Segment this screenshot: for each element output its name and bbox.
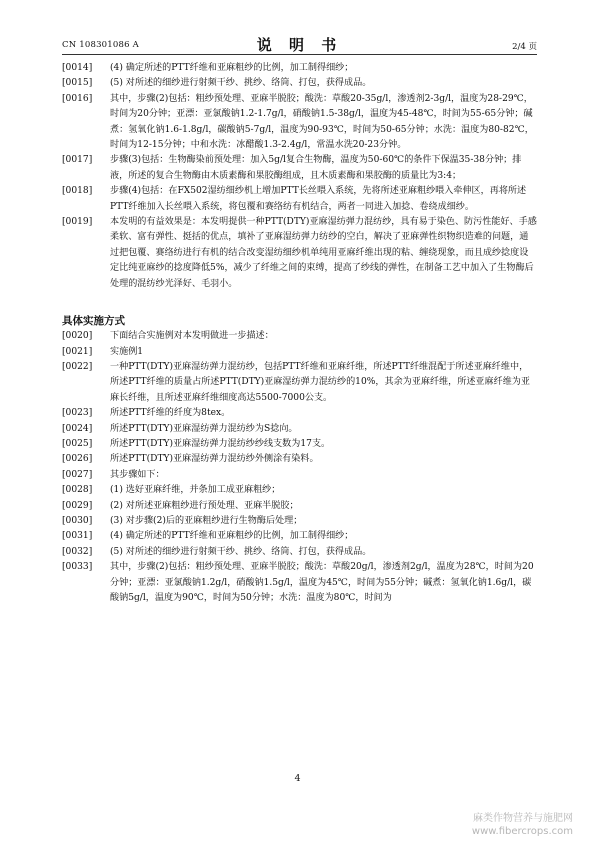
section-gap [62,292,537,307]
page-indicator: 2/4 页 [512,42,537,52]
paragraph-text: (3) 对步骤(2)后的亚麻粗纱进行生物酶后处理； [110,515,303,526]
paragraph-number: [0016] [62,93,93,104]
paragraph-number: [0031] [62,531,93,542]
paragraph [62,483,537,498]
paragraph [62,184,537,215]
paragraph-text: 步骤(3)包括：生物酶染前预处理：加入5g/l复合生物酶，温度为50-60℃的条件下保温35-38分钟；排液，所述的复合生物酶由木质素酶和果胶酶组成，且木质素酶和果胶酶的质量比为3:4； [110,155,522,181]
paragraph-text: (5) 对所述的细纱进行射频干纱、挑纱、络筒、打包，获得成品。 [110,78,372,89]
watermark [472,812,573,838]
paragraph-number: [0018] [62,186,93,197]
paragraph [62,452,537,467]
paragraph-number: [0026] [62,454,93,465]
paragraph-text: (4) 确定所述的PTT纤维和亚麻粗纱的比例，加工制得细纱； [110,531,354,542]
paragraph-text: 所述PTT(DTY)亚麻湿纺弹力混纺纱外侧涂有染料。 [110,454,319,465]
paragraph-number: [0014] [62,63,93,73]
paragraph-number: [0015] [62,78,93,89]
paragraph [62,560,537,606]
paragraph-text: 实施例1 [110,346,144,357]
paragraph [62,422,537,437]
paragraph [62,360,537,406]
paragraph-number: [0028] [62,485,93,496]
paragraph-text: 其中，步骤(2)包括：粗纱预处理、亚麻半脱胶；酸洗：草酸20g/l，渗透剂2g/l，温度为28℃，时间为20分钟；亚漂：亚氯酸钠1.2g/l，硝酸钠1.5g/l，温度为45℃，时间为55分钟；碱煮：氢氧化钠1.6g/l，碳酸钠5g/l，温度为90℃，时间为50分钟；水洗：温度为80℃，时间为 [110,562,534,603]
paragraph-text: (2) 对所述亚麻粗纱进行预处理、亚麻半脱胶； [110,500,299,511]
paragraph-number: [0029] [62,500,93,511]
paragraph-text: 其步骤如下： [110,469,165,480]
paragraph-list-top [62,61,537,292]
paragraph-number: [0025] [62,438,93,449]
document-title: 说 明 书 [256,36,343,54]
watermark-line-1: 麻类作物营养与施肥网 [473,813,573,824]
paragraph [62,153,537,184]
paragraph-number: [0019] [62,217,93,228]
paragraph-text: (1) 选好亚麻纤维，并条加工成亚麻粗纱； [110,485,281,496]
paragraph-number: [0024] [62,423,93,434]
paragraph-number: [0027] [62,469,93,480]
paragraph-text: (4) 确定所述的PTT纤维和亚麻粗纱的比例，加工制得细纱； [110,63,354,73]
paragraph-number: [0033] [62,562,93,573]
paragraph-text: 所述PTT纤维的纤度为8tex。 [110,408,231,419]
document-body [62,61,537,606]
paragraph-number: [0021] [62,346,93,357]
paragraph-number: [0017] [62,155,93,166]
paragraph-text: 所述PTT(DTY)亚麻湿纺弹力混纺纱为S捻向。 [110,423,298,434]
paragraph [62,92,537,154]
paragraph [62,406,537,421]
paragraph-text: 步骤(4)包括：在FX502湿纺细纱机上增加PTT长丝喂入系统，先将所述亚麻粗纱喂入牵伸区，再将所述PTT纤维加入长丝喂入系统，将包覆和赛络纺有机结合，两者一同进入加捻、卷绕成细纱。 [110,186,527,212]
paragraph-text: 所述PTT(DTY)亚麻湿纺弹力混纺纱纱线支数为17支。 [110,438,331,449]
watermark-line-2: www.fibercrops.com [471,826,573,837]
paragraph-number: [0020] [62,331,93,342]
paragraph [62,514,537,529]
paragraph [62,468,537,483]
paragraph-number: [0032] [62,546,93,557]
paragraph [62,329,537,344]
paragraph [62,76,537,91]
patent-number: CN 108301086 A [62,40,139,50]
paragraph-text: 其中，步骤(2)包括：粗纱预处理、亚麻半脱胶；酸洗：草酸20-35g/l，渗透剂2-3g/l，温度为28-29℃，时间为20分钟；亚漂：亚氯酸钠1.2-1.7g/l，硝酸钠1.5-38g/l，温度为45-48℃，时间为55-65分钟；碱煮：氢氧化钠1.6-1.8g/l，碳酸钠5-7g/l，温度为90-93℃，时间为50-65分钟；水洗：温度为80-82℃，时间为12-15分钟；中和水洗：冰醋酸1.3-2.4g/l，常温水洗20-23分钟。 [110,93,534,151]
paragraph-number: [0023] [62,408,93,419]
paragraph-number: [0022] [62,361,93,372]
header-rule [62,54,537,55]
page-header [62,30,537,54]
paragraph [62,215,537,292]
paragraph-text: 下面结合实施例对本发明做进一步描述： [110,331,274,342]
paragraph-text: 一种PTT(DTY)亚麻湿纺弹力混纺纱，包括PTT纤维和亚麻纤维，所述PTT纤维混配于所述亚麻纤维中，所述PTT纤维的质量占所述PTT(DTY)亚麻湿纺弹力混纺纱的10%，其余为亚麻纤维，所述亚麻纤维为亚麻长纤维，且所述亚麻纤维细度高达5500-7000公支。 [110,361,530,403]
paragraph-text: 本发明的有益效果是：本发明提供一种PTT(DTY)亚麻湿纺弹力混纺纱，具有易于染色、防污性能好、手感柔软、富有弹性、挺括的优点，填补了亚麻湿纺弹力纺纱的空白，解决了亚麻弹性织物织造难的问题，通过把包覆、赛络纺进行有机的结合改变湿纺细纱机单纯用亚麻纤维出现的粘、缠绕现象，而且成纱捻度设定比纯亚麻纱的捻度降低5%，减少了纤维之间的束缚，提高了纱线的弹性，在制备工艺中加入了生物酶后处理的混纺纱光泽好、毛羽小。 [110,217,537,289]
paragraph-list-bottom [62,329,537,606]
paragraph [62,545,537,560]
page-number: 4 [294,773,301,784]
paragraph [62,345,537,360]
paragraph [62,61,537,76]
paragraph [62,529,537,544]
paragraph [62,499,537,514]
paragraph-number: [0030] [62,515,93,526]
paragraph [62,437,537,452]
paragraph-text: (5) 对所述的细纱进行射频干纱、挑纱、络筒、打包，获得成品。 [110,546,372,557]
section-title: 具体实施方式 [62,315,125,328]
